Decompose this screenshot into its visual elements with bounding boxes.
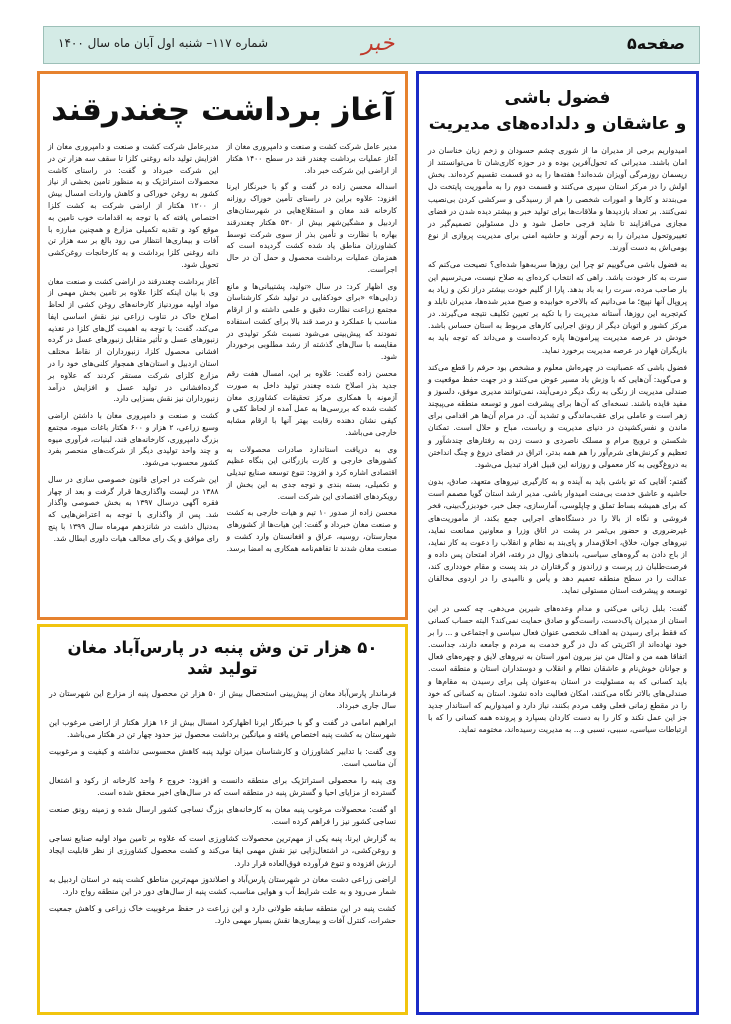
sugar-beet-right-column	[227, 141, 398, 559]
article-paragraph: مدیر عامل شرکت کشت و صنعت و دامپروری مغان از آغاز عملیات برداشت چغندر قند در سطح ۱۴۰۰ هکتار از اراضی این شرکت خبر داد.	[226, 142, 397, 175]
page-header	[43, 26, 700, 64]
article-paragraph: آغاز برداشت چغندرقند در اراضی کشت و صنعت مغان وی با بیان اینکه کلزا علاوه بر تامین بخش مهمی از مواد اولیه موردنیاز کارخانه‌های روغن کشی از لحاظ اصلاح خاک در تناوب زراعی نیز نقش اساسی ایفا می‌کند، گفت: با توجه به اهمیت گل‌های کلزا در تغذیه زنبورهای عسل و تأثیر متقابل زنبورهای عسل در گرده افشانی محصول کلزا، زنبورداران از نقاط مختلف استان اردبیل و استان‌های همجوار کلنی‌های خود را در مزارع کلزای شرکت مستقر کردند که علاوه بر گرده‌افشانی در تولید عسل و افزایش درآمد زنبورداران نیز نقش بسزایی دارد.	[48, 276, 219, 404]
issue-date-line: شماره ۱۱۷– شنبه اول آبان ماه سال ۱۴۰۰	[58, 36, 269, 50]
article-paragraph: به گزارش ایرنا، پنبه یکی از مهم‌ترین محصولات کشاورزی است که علاوه بر تامین مواد اولیه صنایع نساجی و روغن‌کشی، در اشتغال‌زایی نیز نقش مهمی ایفا می‌کند و کشت محصول کشاورزی از نظر قابلیت ایجاد ارزش افزوده و تنوع فرآورده فوق‌العاده قرار دارد.	[49, 833, 396, 868]
management-column-article	[416, 71, 699, 1015]
article-paragraph: وی اظهار کرد: در سال «تولید، پشتیبانی‌ها و مانع زدایی‌ها» «برای خودکفایی در تولید شکر کارشناسان مجتمع زراعت نظارت دقیق و علمی داشته و از ارقام مناسب با عملکرد و درصد قند بالا برای کشت استفاده نمودند که پیش‌بینی می‌شود نسبت شکر تولیدی در مقایسه با سال‌های گذشته از رشد مطلوبی برخوردار شود.	[226, 281, 397, 362]
article-paragraph: او گفت: محصولات مرغوب پنبه مغان به کارخانه‌های بزرگ نساجی کشور ارسال شده و زمینه رونق صنعت نساجی کشور نیز را فراهم کرده است.	[49, 804, 396, 827]
management-headline-line2: و عاشقان و دلداده‌های مدیریت	[428, 113, 687, 134]
article-paragraph: وی به دریافت استاندارد صادرات محصولات به کشورهای خارجی و کارت بازرگانی این بنگاه عظیم اقتصادی اشاره کرد و افزود: تنوع توسعه صنایع تبدیلی و تکمیلی، بسته بندی و توجه جدی به این بخش از رویکردهای اقتصادی این شرکت است.	[226, 444, 397, 501]
sugar-beet-headline: آغاز برداشت چغندرقند	[51, 92, 394, 128]
article-paragraph: فرماندار پارس‌آباد مغان از پیش‌بینی استحصال بیش از ۵۰ هزار تن محصول پنبه از مزارع این شهرستان در سال جاری خبرداد.	[49, 688, 396, 711]
cotton-article	[37, 624, 408, 1015]
article-paragraph: این شرکت در اجرای قانون خصوصی سازی در سال ۱۳۸۸ در لیست واگذاری‌ها قرار گرفت و بعد از چهار فقره آگهی درسال ۱۳۹۷ به بخش خصوصی واگذار شد. پس از واگذاری با توجه به اعتراض‌هایی که به‌دنبال داشت در شانزدهم مهرماه سال ۱۳۹۹ با پنج رای موافق و یک رای مخالف هیات داوری ابطال شد.	[48, 474, 219, 543]
article-paragraph: وی گفت: با تدابیر کشاورزان و کارشناسان میزان تولید پنبه کاهش محسوسی نداشته و کیفیت و مرغوبیت آن مناسب است.	[49, 746, 396, 769]
article-paragraph: اراضی زراعی دشت مغان در شهرستان پارس‌آباد و اصلاندوز مهم‌ترین مناطق کشت پنبه در استان اردبیل به شمار می‌رود و به علت شرایط آب و هوایی مناسب، کشت پنبه از سال‌های دور در این منطقه رواج دارد.	[49, 874, 396, 897]
cotton-body	[40, 688, 405, 928]
management-headline-line1: فضول باشی	[504, 88, 611, 108]
sugar-beet-columns	[40, 141, 405, 559]
article-paragraph: کشت پنبه در این منطقه سابقه طولانی دارد و این زراعت در حفظ مرغوبیت خاک زراعی و کاهش جمعیت حشرات، کنترل آفات و بیماری‌ها نقش بسیار مهمی دارد.	[49, 903, 396, 926]
article-paragraph: امیدواریم برخی از مدیران ما از شوری چشم حسودان و زخم زبان خناسان در امان باشند. مدیرانی که تحول‌آفرین بوده و در حوزه کاری‌شان تا می‌توانستند از ریسمان روزمرگی آویزان شده‌اند! هفته‌ها را به دو قسمت تقسیم کرده‌اند. بخش اولش را در مرکز استان سپری می‌کنند و قسمت دوم را به مأموریت پایتخت دل می‌بندند و کارها و امورات شخصی را هم از رسیدگی و سرکشی کردن بی‌نصیب نمی‌کنند. بر تعداد بازدیدها و ملاقات‌ها برای تولید خبر و بیشتر دیده شدن در فضای مجازی می‌افزایند تا شاید فرجی حاصل شود و دل مسئولین تصمیم‌گیر در تغییروتحول مدیران را به رحم آورند و حاشیه امنی برای مدیریت پروازی از نوع بومی‌اش به دست آورند.	[428, 146, 687, 253]
article-paragraph: گفتم: آقایی که تو باشی باید به آینده و به کارگیری نیروهای متعهد، صادق، بدون حاشیه و عاشق خدمت بی‌منت امیدوار باشی. مدیر ارشد استان گویا مصمم است که برای همیشه بساط تملق و چاپلوسی، آمارسازی، جعل خبر، خودبزرگ‌بینی، فخر فروشی و نگاه از بالا را در دستگاه‌های اجرایی جمع بکند، از مأموریت‌های غیرضروری و حضور بی‌ثمر در پشت در اتاق وزرا و معاونین ممانعت نماید، نیروهای جوان، خلاق، اخلاق‌مدار و پای‌بند به نظام و انقلاب را دعوت به کار نماید، از باج دادن به گروه‌های سیاسی، باندهای زوال در رفته، افراد امتحان پس داده و فرصت‌طلبان زر پرست و زراندوز و گرفتاران در بند پست و مقام خودداری کند، عدالت را در سطح منطقه تعمیم دهد و یأس و ناامیدی را در اردوی مخالفان توسعه و پیشرفت استان مستولی نماید.	[428, 477, 687, 596]
article-paragraph: وی پنبه را محصولی استراتژیک برای منطقه دانست و افزود: خروج ۶ واحد کارخانه از رکود و اشتغال گسترده از مزایای احیا و گسترش پنبه در منطقه است که در سال‌های اخیر محقق شده است.	[49, 775, 396, 798]
article-paragraph: به فضول باشی می‌گوییم تو چرا این روزها سربه‌هوا شده‌ای؟ نصیحت می‌کنم که سرت به کار خودت باشد. راهی که انتخاب کرده‌ای به صلاح نیست، می‌ترسیم این بار صاحب مرده، سرت را به باد بدهد. پارا از گلیم خودت بیشتر دراز نکن و زیاد به پروپال آنها نپیچ؛ ما می‌دانیم که بالاخره خوابیده و صبح مدیر شده‌ها، مدیران نابلد و کم‌تجربه این روزها، آستانه مدیریت را با تکیه بر تعیین تکلیف نتیجه می‌گیرند. در مرکز کشور و اتوبان دیگر از رونق اجرایی کارهای مربوط به استان حساس باشد. خودش در عرصه مدیریت پیرامون‌ها پاره کرده‌است و می‌داند که توجه باید به بازیگران قهار در عرصه مدیریت برخورد نماید.	[428, 260, 687, 355]
sugar-beet-left-column	[48, 141, 219, 559]
article-paragraph: مدیرعامل شرکت کشت و صنعت و دامپروری مغان از افزایش تولید دانه روغنی کلزا تا سقف سه هزار تن در این شرکت خبرداد و گفت: در راستای کاشت محصولات استراتژیک و به منظور تامین بخشی از نیاز کشور به روغن خوراکی و کاهش واردات امسال بیش از ۱۲۰۰ هکتار از اراضی شرکت به کشت کلزا اختصاص یافته که با توجه به اقدامات خوب تامین به موقع کود و تقدیه تکمیلی مزارع و همچنین مبارزه با آفات و بیماری‌ها انتظار می رود بالغ بر سه هزار تن دانه روغنی کلزا برداشت و به کارخانجات روغن‌کشی تحویل شود.	[48, 142, 219, 269]
management-body	[419, 145, 696, 736]
article-paragraph: کشت و صنعت و دامپروری مغان با داشتن اراضی وسیع زراعی، ۲ هزار و ۶۰۰ هکتار باغات میوه، مجتمع بزرگ دامپروری، کارخانه‌های قند، لبنیات، فرآوری میوه و چند واحد تولیدی دیگر از شرکت‌های منحصر بفرد کشور محسوب می‌شود.	[48, 411, 219, 468]
cotton-headline: ۵۰ هزار تن وش پنبه در پارس‌آباد مغان تولید شد	[67, 638, 378, 679]
sugar-beet-article	[37, 71, 408, 620]
newspaper-brand: خبر	[362, 31, 395, 56]
article-paragraph: ابراهیم امامی در گفت و گو با خبرنگار ایرنا اظهارکرد امسال بیش از ۱۶ هزار هکتار از اراضی مرغوب این شهرستان به کشت پنبه اختصاص یافته و میانگین برداشت محصول نیز حدود چهار تن در هکتار می‌باشد.	[49, 717, 396, 740]
article-paragraph: اسداله محسن زاده در گفت و گو با خبرنگار ایرنا افزود: علاوه براین در راستای تأمین خوراک روزانه کارخانه قند مغان و استقلاع‌هایی در شهرستان‌های اردبیل و مشگین‌شهر بیش از ۵۳۰ هکتار چغندرقند بهاره با نظارت و تأمین بذر از سوی شرکت توسط کشاورزان مناطق یاد شده کشت گردیده است که همزمان عملیات برداشت محصول و حمل آن در حال اجراست.	[226, 182, 398, 274]
article-paragraph: محسن زاده از صدور ۱۰ تیم و هیات خارجی به کشت و صنعت مغان خبرداد و گفت: این هیات‌ها از کشورهای مجارستان، روسیه، عراق و افغانستان وارد کشت و صنعت مغان شدند تا تفاهم‌نامه همکاری به امضا برسد.	[226, 508, 397, 553]
article-paragraph: محسن زاده گفت: علاوه بر این، امسال هفت رقم جدید بذر اصلاح شده چغندر تولید داخل به صورت آزمونه با همکاری مرکز تحقیقات کشاورزی مغان کشت شده که بررسی‌ها به عمل آمده از لحاظ کمّی و کیفی نشان دهنده رقابت بهتر آنها با ارقام مشابه خارجی می‌باشد.	[226, 368, 397, 437]
article-paragraph: فضول باشی که عصبانیت در چهره‌اش معلوم و مشخص بود حرفم را قطع می‌کند و می‌گوید: آن‌هایی که با وزش باد مسیر عوض می‌کنند و در جهت حفظ موقعیت و صندلی مدیریت از رنگی به رنگ دیگر درمی‌آیند، نمی‌توانند مدیری موفق، دلسوز و مفید فایده باشند. نسخه‌ای که آن‌ها برای پیشرفت امور و توسعه منطقه می‌پیچند زهر است و عاملی برای عقب‌ماندگی و تشدید آن. در مرام آن‌ها هر اقدامی برای ماندن و نفس‌کشیدن در دنیای مدیریت و ریاست، مباح و حلال است. تمکنان شکستن و ترویج مرام و مسلک ناصردی و دست زدن به رفتارهای چندشآور و تعظیم و کرنش‌های شرم‌آور را هم همه بدتر، اتراق در فضای دروغ و چنگ انداختن به دروغ‌گویی به کار معمولی و روزانه این قبیل افراد تبدیل می‌شود.	[428, 362, 687, 469]
management-headline	[425, 86, 690, 137]
article-paragraph: گفت: بلبل زبانی می‌کنی و مدام وعده‌های شیرین می‌دهی. چه کسی در این استان از مدیران پاک‌دست، راست‌گو و صادق حمایت نمی‌کند؟ البته حساب کسانی که فقط برای رسیدن به اهداف شخصی عنوان فعال سیاسی و اجتماعی و ... را بر خود نهاده‌اند از اکثریتی که دل در گرو خدمت به مردم و جامعه دارند، جداست. اتفاقا همه من و امثال من نیز بیرون امور استان به نیروهای لایق و چهره‌های فعال و جوانان خوش‌نام و عاشقان نظام و انقلاب و دوستداران استان و منطقه است. باید کسانی که به مسئولیت در استان به‌عنوان پلی برای رسیدن به مقام‌ها و صندلی‌های بالاتر نگاه می‌کنند، امکان فعالیت داده نشود. استان به کسانی که خود را در مقطع زمانی فعلی وقف مردم بکنند، نیاز دارد و امیدواریم که استاندار جدید جز این عمل نکند و کار را به دست کاردان بسپارد و پرونده همه کسانی را که با ارتباطات سیاسی، سببی، نسبی و... به مدیریت رسیده‌اند، مختومه نماید.	[428, 603, 687, 735]
page-number: صفحه۵	[627, 34, 685, 53]
